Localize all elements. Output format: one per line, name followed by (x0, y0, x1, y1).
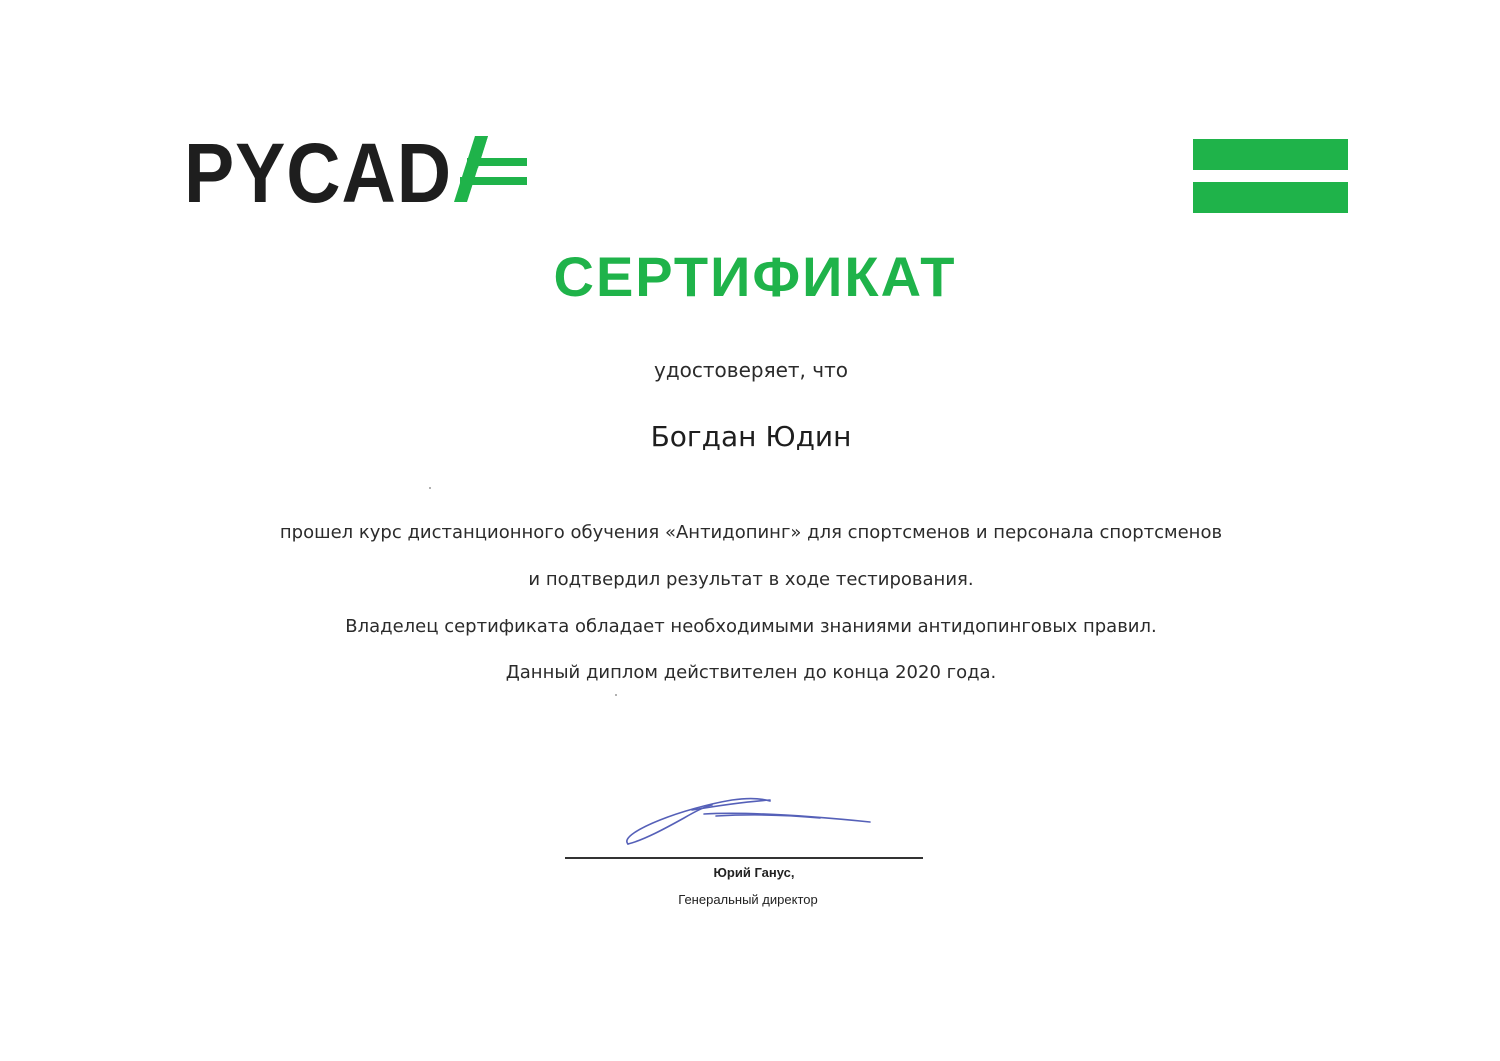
signatory-role: Генеральный директор (678, 892, 818, 907)
scan-speck (615, 694, 617, 696)
signature-line (565, 857, 923, 859)
flag-emblem (1193, 139, 1348, 214)
body-line: прошел курс дистанционного обучения «Антидопинг» для спортсменов и персонала спортсменов (279, 522, 1223, 543)
rusada-logo (182, 122, 542, 217)
svg-text:PYCAD: PYCAD (184, 126, 452, 217)
body-line: Владелец сертификата обладает необходимыми знаниями антидопинговых правил. (345, 616, 1157, 637)
holder-name: Богдан Юдин (650, 420, 852, 453)
scan-speck (429, 487, 431, 489)
body-line: Данный диплом действителен до конца 2020 года. (505, 662, 997, 683)
emblem-stripe-bottom (1193, 182, 1348, 213)
signatory-name: Юрий Ганус, (713, 865, 795, 880)
certificate-title: СЕРТИФИКАТ (553, 245, 957, 308)
certifies-text: удостоверяет, что (654, 358, 848, 382)
emblem-stripe-top (1193, 139, 1348, 170)
handwritten-signature (620, 792, 880, 854)
body-line: и подтвердил результат в ходе тестирования. (528, 569, 974, 590)
